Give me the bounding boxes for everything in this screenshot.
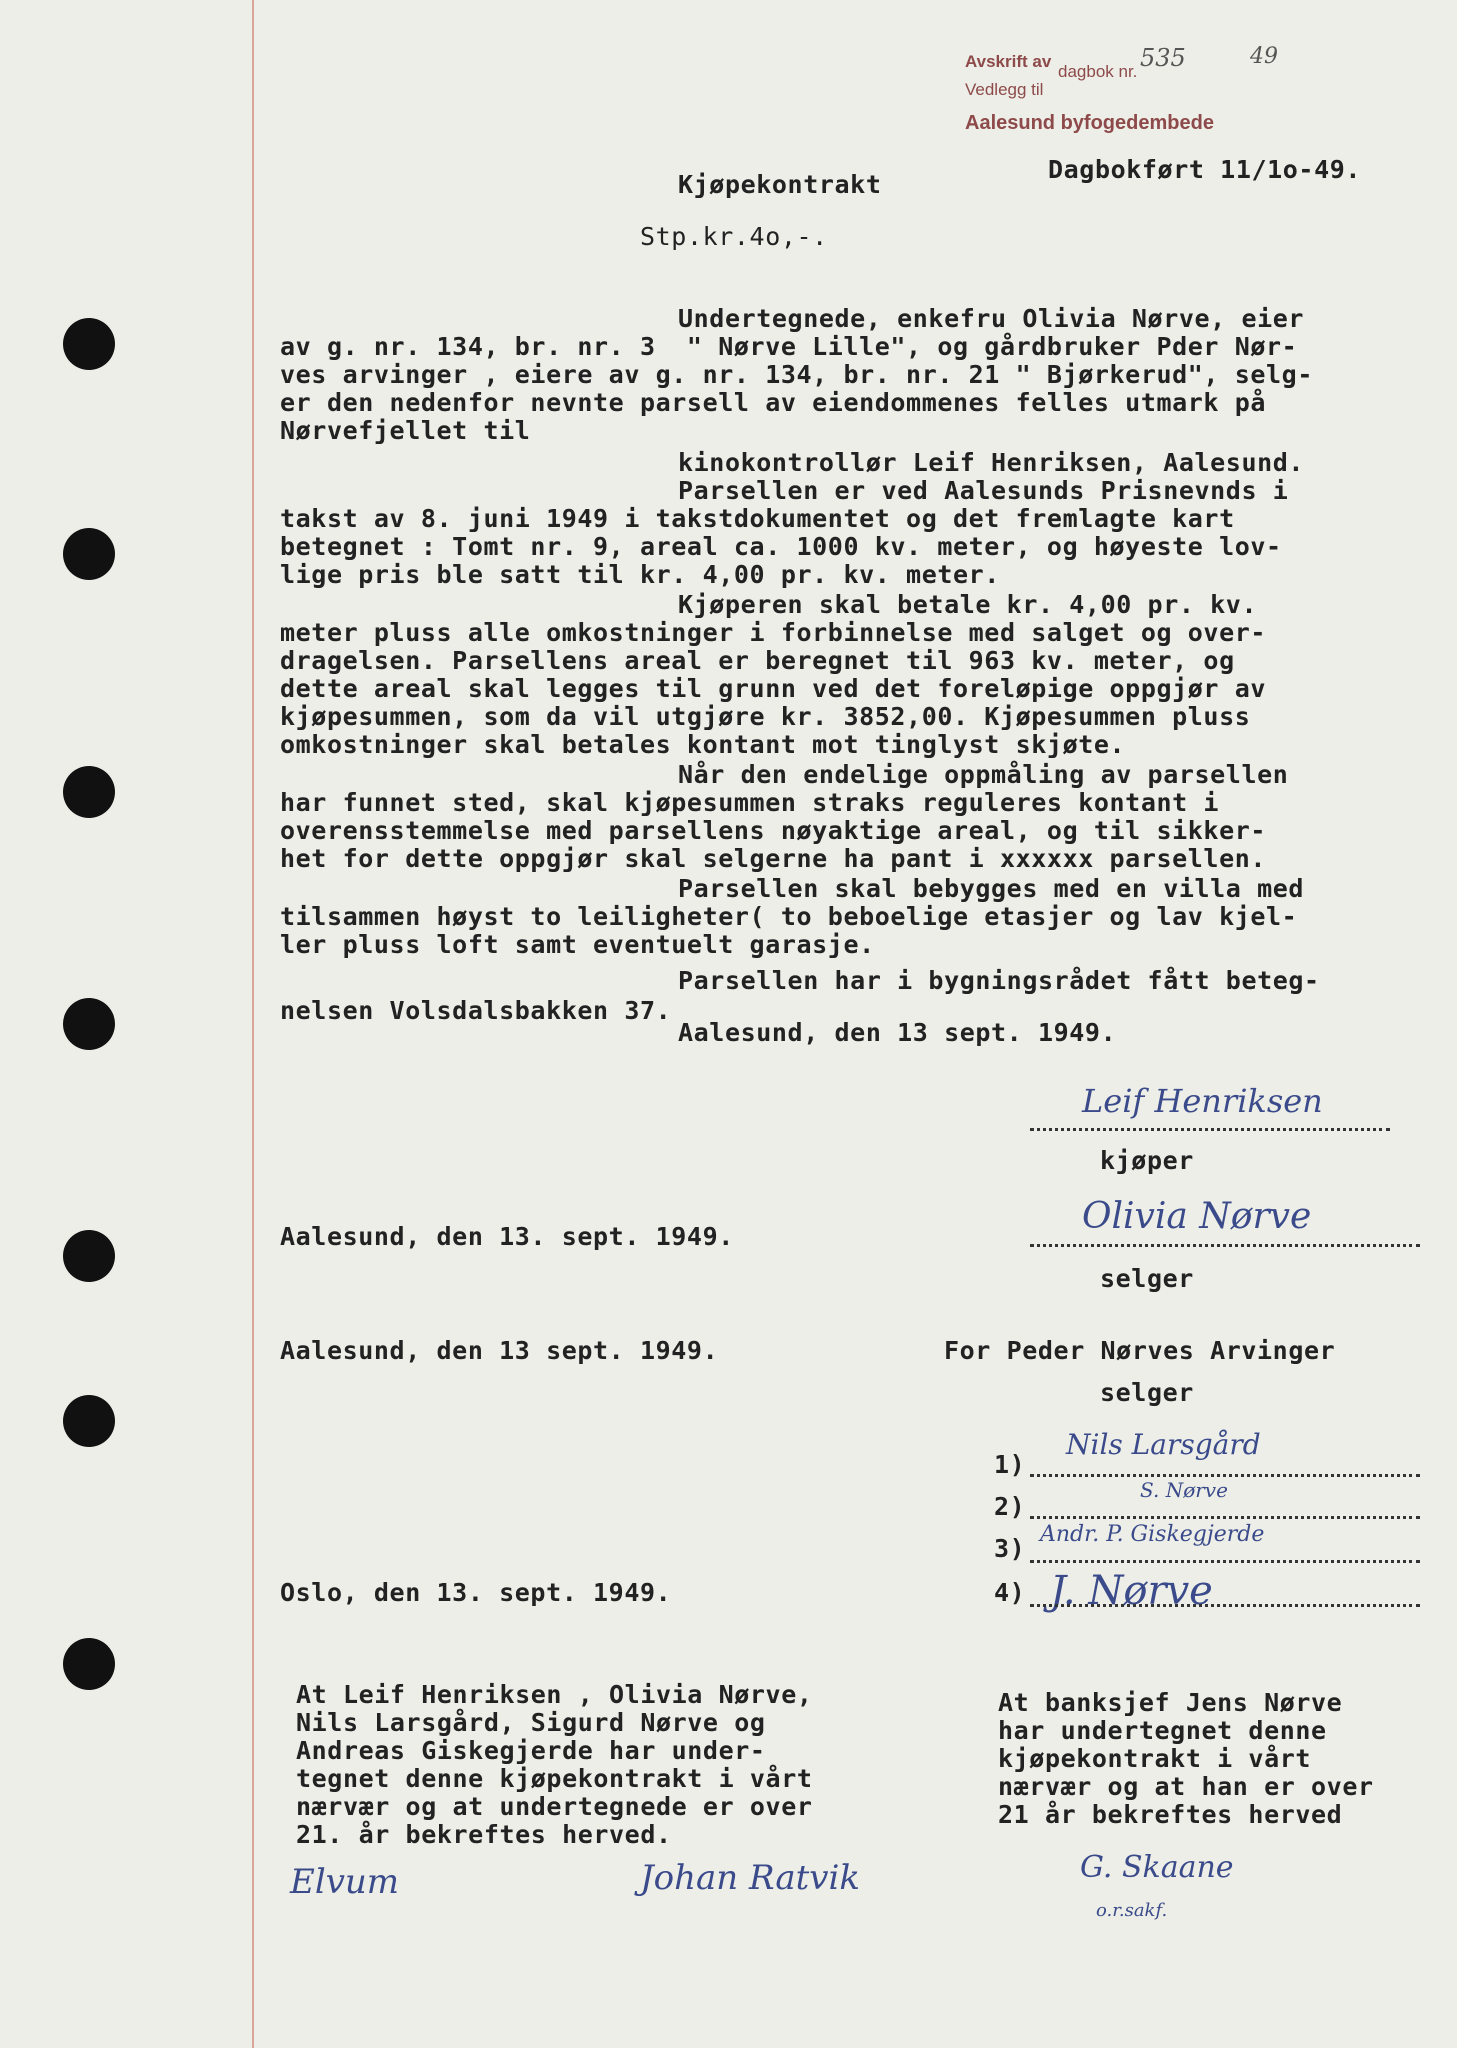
stamp-line2: Vedlegg til [965,80,1044,99]
heir-signature: J. Nørve [1050,1568,1213,1614]
buyer-label: kjøper [1100,1146,1194,1175]
body-line: er den nedenfor nevnte parsell av eiendommenes felles utmark på [280,388,1267,417]
punch-hole [63,318,115,370]
punch-hole [63,766,115,818]
body-line: meter pluss alle omkostninger i forbinnelse med salget og over- [280,618,1267,647]
body-line: nelsen Volsdalsbakken 37. [280,996,672,1025]
page-title: Kjøpekontrakt [678,170,882,199]
body-line: takst av 8. juni 1949 i takstdokumentet og det fremlagte kart [280,504,1235,533]
body-line: dragelsen. Parsellens areal er beregnet til 963 kv. meter, og [280,646,1235,675]
punch-hole [63,1638,115,1690]
witness-line: At Leif Henriksen , Olivia Nørve, [296,1680,813,1709]
heirs-label: selger [1100,1378,1194,1407]
dagbokfort-note: Dagbokført 11/1o-49. [1048,155,1362,184]
witness-line: tegnet denne kjøpekontrakt i vårt [296,1764,813,1793]
heir-signature: Andr. P. Giskegjerde [1040,1522,1265,1547]
seller-label: selger [1100,1264,1194,1293]
signature-line [1030,1516,1420,1519]
stamp-number: 535 [1140,44,1186,72]
witness-line: Andreas Giskegjerde har under- [296,1736,766,1765]
punch-hole [63,528,115,580]
seller-signature: Olivia Nørve [1082,1196,1312,1237]
body-line: Når den endelige oppmåling av parsellen [678,760,1289,789]
heir-number: 2) [994,1492,1026,1521]
witness-line: 21. år bekreftes herved. [296,1820,672,1849]
body-line: het for dette oppgjør skal selgerne ha pant i xxxxxx parsellen. [280,844,1267,873]
signature-line [1030,1244,1420,1247]
date-line-3: Oslo, den 13. sept. 1949. [280,1578,672,1607]
heir-number: 3) [994,1534,1026,1563]
body-line: av g. nr. 134, br. nr. 3 " Nørve Lille", og gårdbruker Pder Nør- [280,332,1298,361]
stamp-duty: Stp.kr.4o,-. [640,222,828,251]
body-line: Parsellen skal bebygges med en villa med [678,874,1305,903]
witness-line: Nils Larsgård, Sigurd Nørve og [296,1708,766,1737]
stamp-line3: Aalesund byfogedembede [965,112,1214,134]
body-line: dette areal skal legges til grunn ved det foreløpige oppgjør av [280,674,1267,703]
heirs-header: For Peder Nørves Arvinger [944,1336,1336,1365]
witness-line: kjøpekontrakt i vårt [998,1744,1312,1773]
punch-hole [63,1395,115,1447]
body-line: Parsellen har i bygningsrådet fått beteg- [678,966,1320,995]
punch-hole [63,1230,115,1282]
signature-line [1030,1474,1420,1477]
punch-hole [63,998,115,1050]
body-line: overensstemmelse med parsellens nøyaktige areal, og til sikker- [280,816,1267,845]
body-line: har funnet sted, skal kjøpesummen straks reguleres kontant i [280,788,1220,817]
margin-line [252,0,254,2048]
body-line: Parsellen er ved Aalesunds Prisnevnds i [678,476,1289,505]
witness-line: har undertegnet denne [998,1716,1327,1745]
body-line: kinokontrollør Leif Henriksen, Aalesund. [678,448,1305,477]
witness-signature: G. Skaane [1080,1850,1234,1885]
date-line-1: Aalesund, den 13. sept. 1949. [280,1222,734,1251]
witness-signature: Johan Ratvik [640,1858,860,1898]
body-line: ves arvinger , eiere av g. nr. 134, br. nr. 21 " Bjørkerud", selg- [280,360,1313,389]
buyer-signature: Leif Henriksen [1082,1082,1323,1120]
body-line: tilsammen høyst to leiligheter( to beboelige etasjer og lav kjel- [280,902,1298,931]
heir-signature: S. Nørve [1140,1478,1228,1502]
body-line: Nørvefjellet til [280,416,531,445]
witness-line: nærvær og at undertegnede er over [296,1792,813,1821]
signing-place-date: Aalesund, den 13 sept. 1949. [678,1018,1117,1047]
witness-signature: Elvum [290,1862,400,1902]
witness-signature-note: o.r.sakf. [1096,1900,1168,1921]
stamp-dagbok: dagbok nr. [1058,62,1138,81]
body-line: ler pluss loft samt eventuelt garasje. [280,930,875,959]
body-line: Undertegnede, enkefru Olivia Nørve, eier [678,304,1305,333]
body-line: betegnet : Tomt nr. 9, areal ca. 1000 kv. meter, og høyeste lov- [280,532,1282,561]
body-line: Kjøperen skal betale kr. 4,00 pr. kv. [678,590,1258,619]
witness-line: At banksjef Jens Nørve [998,1688,1343,1717]
stamp-year: 49 [1250,44,1278,69]
stamp-line1: Avskrift av [965,52,1052,71]
witness-line: nærvær og at han er over [998,1772,1374,1801]
body-line: omkostninger skal betales kontant mot tinglyst skjøte. [280,730,1126,759]
signature-line [1030,1560,1420,1563]
body-line: kjøpesummen, som da vil utgjøre kr. 3852,00. Kjøpesummen pluss [280,702,1251,731]
witness-line: 21 år bekreftes herved [998,1800,1343,1829]
heir-signature: Nils Larsgård [1066,1428,1261,1461]
signature-line [1030,1128,1390,1131]
heir-number: 4) [994,1578,1026,1607]
date-line-2: Aalesund, den 13 sept. 1949. [280,1336,719,1365]
heir-number: 1) [994,1450,1026,1479]
signature-line [1030,1604,1420,1607]
body-line: lige pris ble satt til kr. 4,00 pr. kv. meter. [280,560,1000,589]
